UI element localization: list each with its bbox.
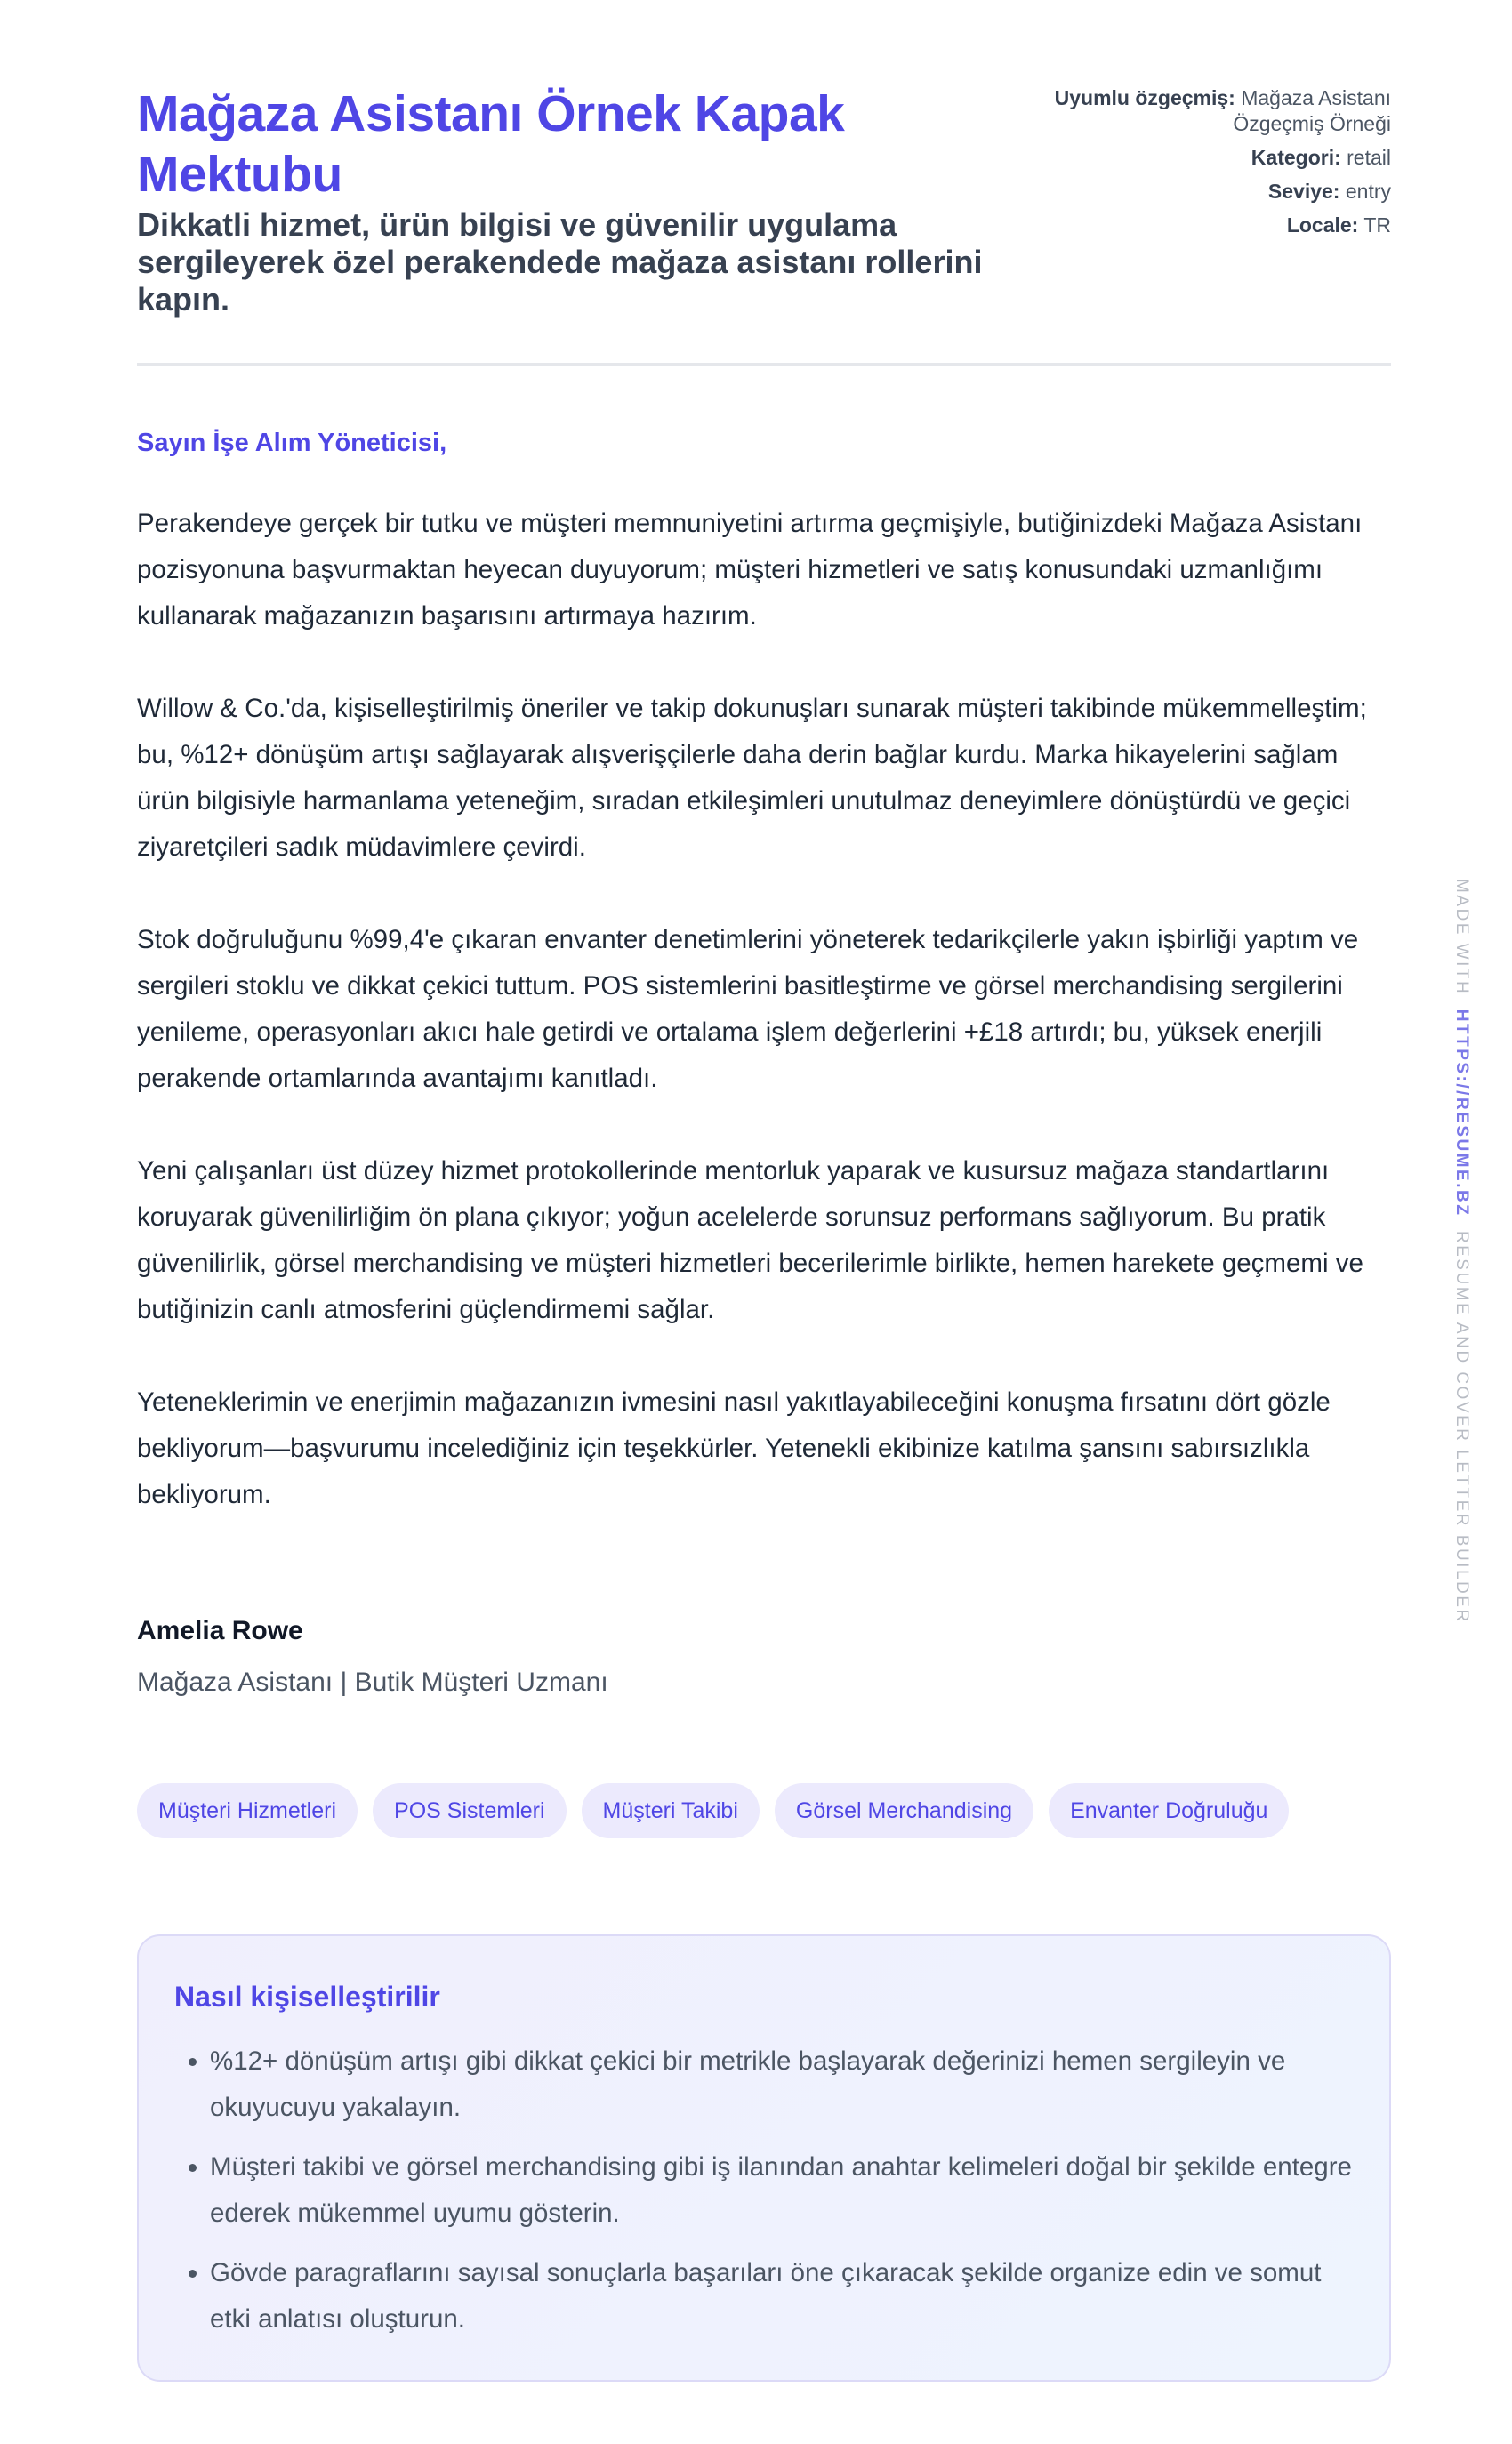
meta-level: Seviye: entry <box>1267 180 1391 203</box>
tips-list <box>174 2038 1354 2343</box>
salutation: Sayın İşe Alım Yöneticisi, <box>137 429 447 457</box>
skill-tag: Müşteri Takibi <box>582 1783 760 1838</box>
skill-tag: POS Sistemleri <box>373 1783 566 1838</box>
tips-title: Nasıl kişiselleştirilir <box>174 1981 440 2013</box>
customization-tips <box>137 1934 1391 2382</box>
watermark-link[interactable]: HTTPS://RESUME.BZ <box>1452 1009 1471 1218</box>
header <box>137 0 1391 366</box>
page-title: Mağaza Asistanı Örnek Kapak Mektubu <box>137 85 845 203</box>
skill-tag: Envanter Doğruluğu <box>1049 1783 1289 1838</box>
skill-tags <box>137 1783 1289 1838</box>
meta-locale: Locale: TR <box>1286 213 1391 237</box>
skill-tag: Görsel Merchandising <box>775 1783 1033 1838</box>
signature-role: Mağaza Asistanı | Butik Müşteri Uzmanı <box>137 1668 608 1697</box>
paragraph: Stok doğruluğunu %99,4'e çıkaran envanter denetimlerini yöneterek tedarikçilerle yakın işbirliği yaptım ve sergileri stoklu ve dikkat çekici tuttum. POS sistemlerini basitleştirme ve görsel merchandising sergilerini yenileme, operasyonları akıcı hale getirdi ve ortalama işlem değerlerini +£18 artırdı; bu, yüksek enerjili perakende ortamlarında avantajımı kanıtladı. <box>137 925 1359 1093</box>
skill-tag: Müşteri Hizmetleri <box>137 1783 358 1838</box>
paragraph: Perakendeye gerçek bir tutku ve müşteri memnuniyetini artırma geçmişiyle, butiğinizdeki Mağaza Asistanı pozisyonuna başvurmaktan heyecan duyuyorum; müşteri hizmetleri ve satış konusundaki uzmanlığımı kullanarak mağazanızın başarısını artırmaya hazırım. <box>137 509 1363 631</box>
page-subtitle: Dikkatli hizmet, ürün bilgisi ve güvenilir uygulama sergileyerek özel perakendede mağaza asistanı rollerini kapın. <box>137 206 983 318</box>
signature-name: Amelia Rowe <box>137 1616 303 1645</box>
watermark: MADE WITH HTTPS://RESUME.BZ RESUME AND COVER LETTER BUILDER <box>1452 879 1471 1624</box>
tip-item: • Gövde paragraflarını sayısal sonuçlarla başarıları öne çıkaracak şekilde organize edin ve somut etki anlatısı oluşturun. <box>210 2250 1354 2343</box>
paragraph: Yeteneklerimin ve enerjimin mağazanızın ivmesini nasıl yakıtlayabileceğini konuşma fırsatını dört gözle bekliyorum—başvurumu incelediğiniz için teşekkürler. Yetenekli ekibinize katılma şansını sabırsızlıkla bekliyorum. <box>137 1387 1331 1509</box>
meta-compatible-resume: Uyumlu özgeçmiş: Mağaza Asistanı Özgeçmiş Örneği <box>1054 86 1391 135</box>
meta-category: Kategori: retail <box>1251 146 1391 169</box>
tip-item: • %12+ dönüşüm artışı gibi dikkat çekici bir metrikle başlayarak değerinizi hemen sergileyin ve okuyucuyu yakalayın. <box>210 2038 1354 2131</box>
cover-letter-page <box>137 0 1391 2334</box>
paragraph: Willow & Co.'da, kişiselleştirilmiş öneriler ve takip dokunuşları sunarak müşteri takibinde mükemmelleştim; bu, %12+ dönüşüm artışı sağlayarak alışverişçilerle daha derin bağlar kurdu. Marka hikayelerini sağlam ürün bilgisiyle harmanlama yeteneğim, sıradan etkileşimleri unutulmaz deneyimlere dönüştürdü ve geçici ziyaretçileri sadık müdavimlere çevirdi. <box>137 694 1367 862</box>
meta-info <box>1035 85 1391 246</box>
paragraph: Yeni çalışanları üst düzey hizmet protokollerinde mentorluk yaparak ve kusursuz mağaza standartlarını koruyarak güvenilirliğim ön plana çıkıyor; yoğun acelelerde sorunsuz performans sağlıyorum. Bu pratik güvenilirlik, görsel merchandising ve müşteri hizmetleri becerilerimle birlikte, hemen harekete geçmemi ve butiğinizin canlı atmosferini güçlendirmemi sağlar. <box>137 1156 1363 1324</box>
letter-body <box>137 501 1391 1564</box>
tip-item: • Müşteri takibi ve görsel merchandising gibi iş ilanından anahtar kelimeleri doğal bir şekilde entegre ederek mükemmel uyumu gösterin. <box>210 2144 1354 2237</box>
